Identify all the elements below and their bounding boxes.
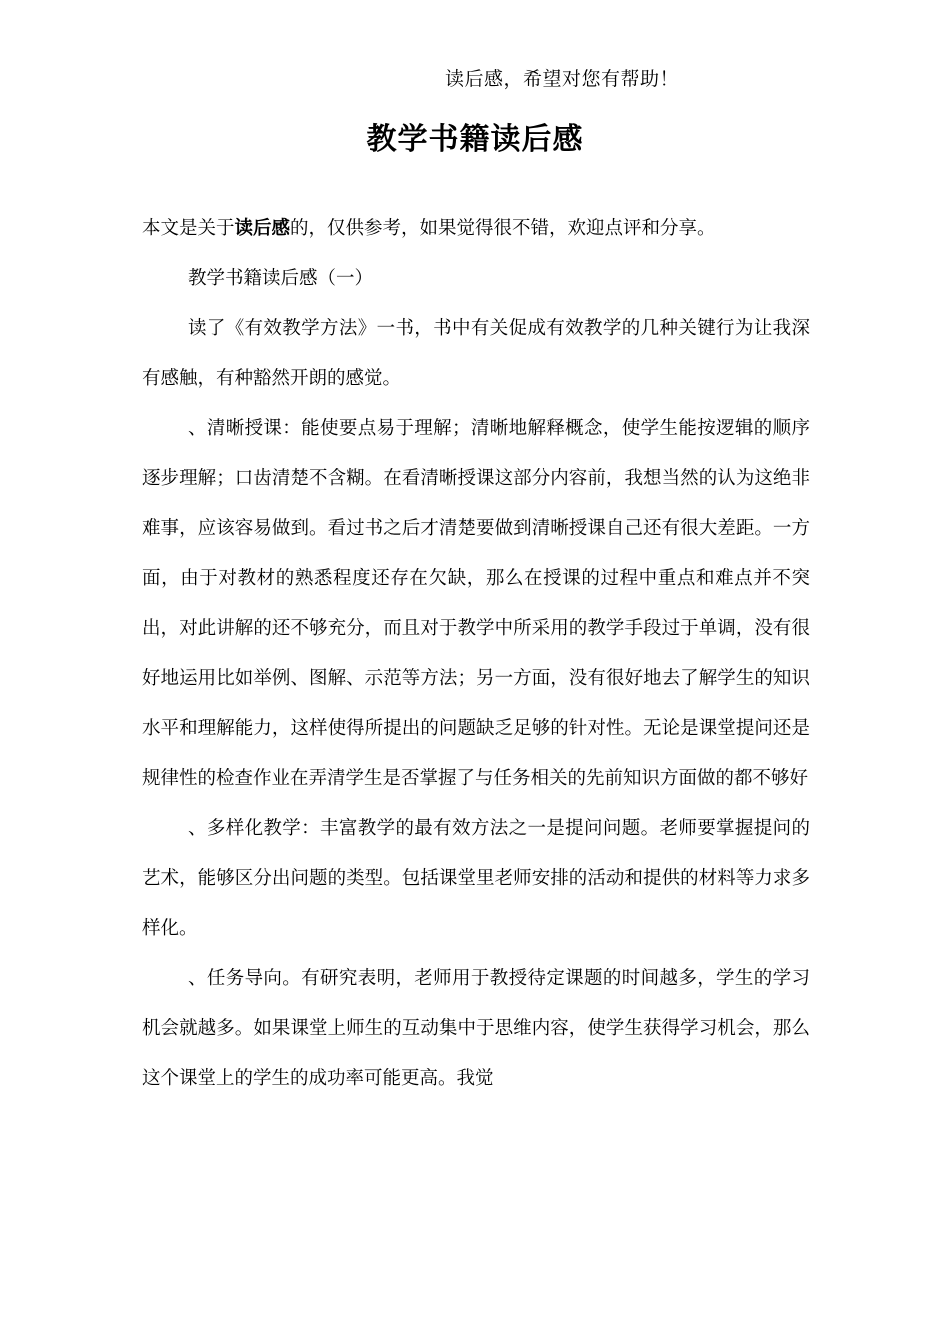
body-paragraph: 、多样化教学：丰富教学的最有效方法之一是提问问题。老师要掌握提问的艺术，能够区分出问题的类型。包括课堂里老师安排的活动和提供的材料等力求多样化。	[142, 818, 810, 939]
intro-paragraph	[142, 204, 810, 254]
header-note: 读后感，希望对您有帮助！	[445, 68, 680, 90]
body-paragraph: 读了《有效教学方法》一书，书中有关促成有效教学的几种关键行为让我深有感触，有种豁然开朗的感觉。	[142, 318, 810, 389]
intro-keyword: 读后感	[234, 218, 291, 239]
section-heading: 教学书籍读后感（一）	[188, 268, 374, 289]
intro-suffix: 的，仅供参考，如果觉得很不错，欢迎点评和分享。	[290, 218, 716, 239]
document-body	[142, 204, 810, 1104]
body-paragraph: 、任务导向。有研究表明，老师用于教授待定课题的时间越多，学生的学习机会就越多。如果课堂上师生的互动集中于思维内容，使学生获得学习机会，那么这个课堂上的学生的成功率可能更高。我觉	[142, 968, 810, 1089]
body-paragraph: 、清晰授课：能使要点易于理解；清晰地解释概念，使学生能按逻辑的顺序逐步理解；口齿清楚不含糊。在看清晰授课这部分内容前，我想当然的认为这绝非难事，应该容易做到。看过书之后才清楚要做到清晰授课自己还有很大差距。一方面，由于对教材的熟悉程度还存在欠缺，那么在授课的过程中重点和难点并不突出，对此讲解的还不够充分，而且对于教学中所采用的教学手段过于单调，没有很好地运用比如举例、图解、示范等方法；另一方面，没有很好地去了解学生的知识水平和理解能力，这样使得所提出的问题缺乏足够的针对性。无论是课堂提问还是规律性的检查作业在弄清学生是否掌握了与任务相关的先前知识方面做的都不够好	[142, 418, 810, 789]
document-title: 教学书籍读后感	[366, 122, 584, 157]
intro-prefix: 本文是关于	[142, 218, 235, 239]
